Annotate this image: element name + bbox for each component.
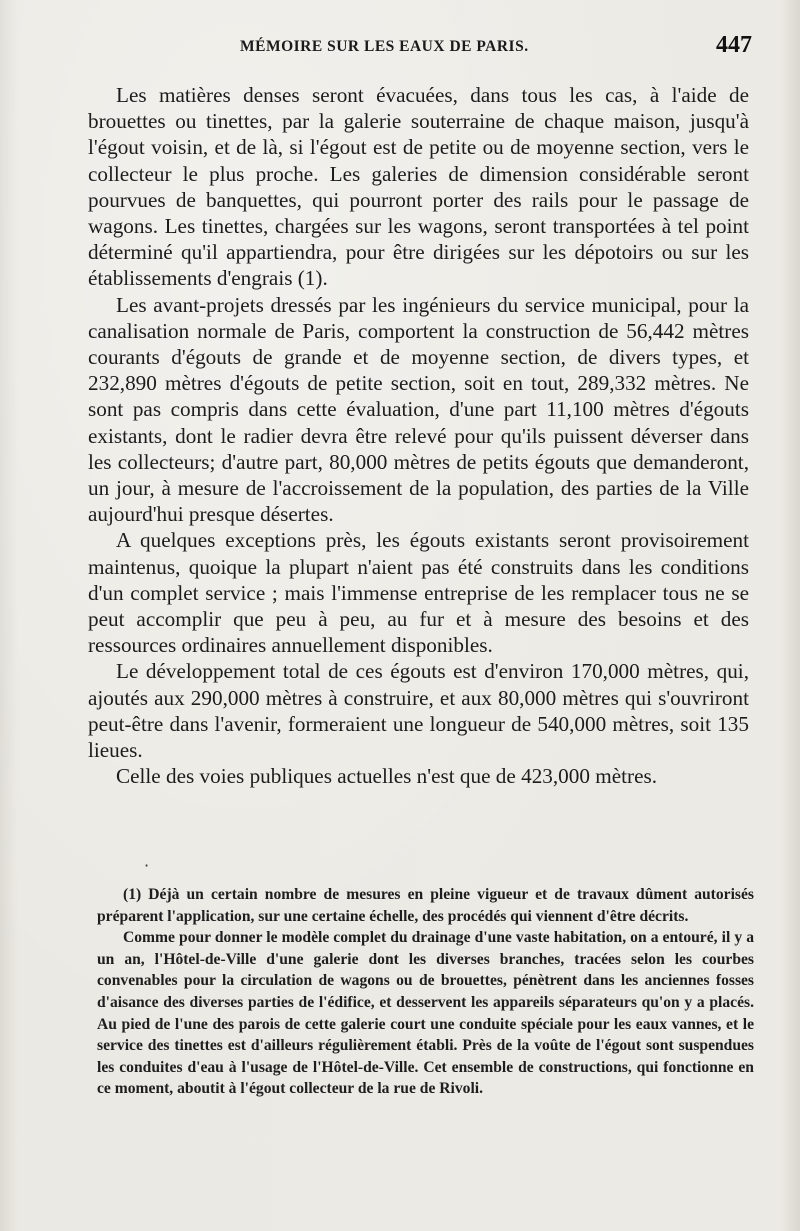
footnote-block — [97, 884, 754, 1100]
footnote-paragraph: Comme pour donner le modèle complet du drainage d'une vaste habitation, on a entouré, il y a un an, l'Hôtel-de-Ville d'une galerie dont les diverses branches, tracées selon les courbes convenables pour la circulation de wagons ou de brouettes, pénètrent dans les anciennes fosses d'aisance des diverses parties de l'édifice, et desservent les appareils séparateurs qu'on y a placés. Au pied de l'une des parois de cette galerie court une conduite spéciale pour les eaux vannes, et le service des tinettes est d'ailleurs régulièrement établi. Près de la voûte de l'égout sont suspendues les conduites d'eau à l'usage de l'Hôtel-de-Ville. Cet ensemble de constructions, qui fonctionne en ce moment, aboutit à l'égout collecteur de la rue de Rivoli. — [97, 929, 754, 1098]
page-number: 447 — [716, 32, 752, 58]
paragraph: Celle des voies publiques actuelles n'est que de 423,000 mètres. — [116, 764, 658, 789]
separator-mark: · — [144, 856, 150, 875]
running-title: MÉMOIRE SUR LES EAUX DE PARIS. — [240, 38, 529, 55]
main-text — [88, 82, 749, 789]
footnote-paragraph: (1) Déjà un certain nombre de mesures en pleine vigueur et de travaux dûment autorisés préparent l'application, sur une certaine échelle, des procédés qui viennent d'être décrits. — [97, 886, 754, 925]
page-header — [90, 34, 752, 64]
paragraph: Les avant-projets dressés par les ingénieurs du service municipal, pour la canalisation normale de Paris, comportent la construction de 56,442 mètres courants d'égouts de grande et de moyenne section, de divers types, et 232,890 mètres d'égouts de petite section, soit en tout, 289,332 mètres. Ne sont pas compris dans cette évaluation, d'une part 11,100 mètres d'égouts existants, dont le radier devra être relevé pour qu'ils puissent déverser dans les collecteurs; d'autre part, 80,000 mètres de petits égouts que demanderont, un jour, à mesure de l'accroissement de la population, des parties de la Ville aujourd'hui presque désertes. — [88, 292, 749, 527]
paragraph: Les matières denses seront évacuées, dans tous les cas, à l'aide de brouettes ou tinettes, par la galerie souterraine de chaque maison, jusqu'à l'égout voisin, et de là, si l'égout est de petite ou de moyenne section, vers le collecteur le plus proche. Les galeries de dimension considérable seront pourvues de banquettes, qui pourront porter des rails pour le passage de wagons. Les tinettes, chargées sur les wagons, seront transportées à tel point déterminé qu'il appartiendra, pour être dirigées sur les dépotoirs ou sur les établissements d'engrais (1). — [88, 83, 749, 291]
paragraph: Le développement total de ces égouts est d'environ 170,000 mètres, qui, ajoutés aux 290,000 mètres à construire, et aux 80,000 mètres qui s'ouvriront peut-être dans l'avenir, formeraient une longueur de 540,000 mètres, soit 135 lieues. — [88, 659, 749, 763]
paragraph: A quelques exceptions près, les égouts existants seront provisoirement maintenus, quoique la plupart n'aient pas été construits dans les conditions d'un complet service ; mais l'immense entreprise de les remplacer tous ne se peut accomplir que peu à peu, au fur et à mesure des besoins et des ressources ordinaires annuellement disponibles. — [88, 528, 749, 658]
